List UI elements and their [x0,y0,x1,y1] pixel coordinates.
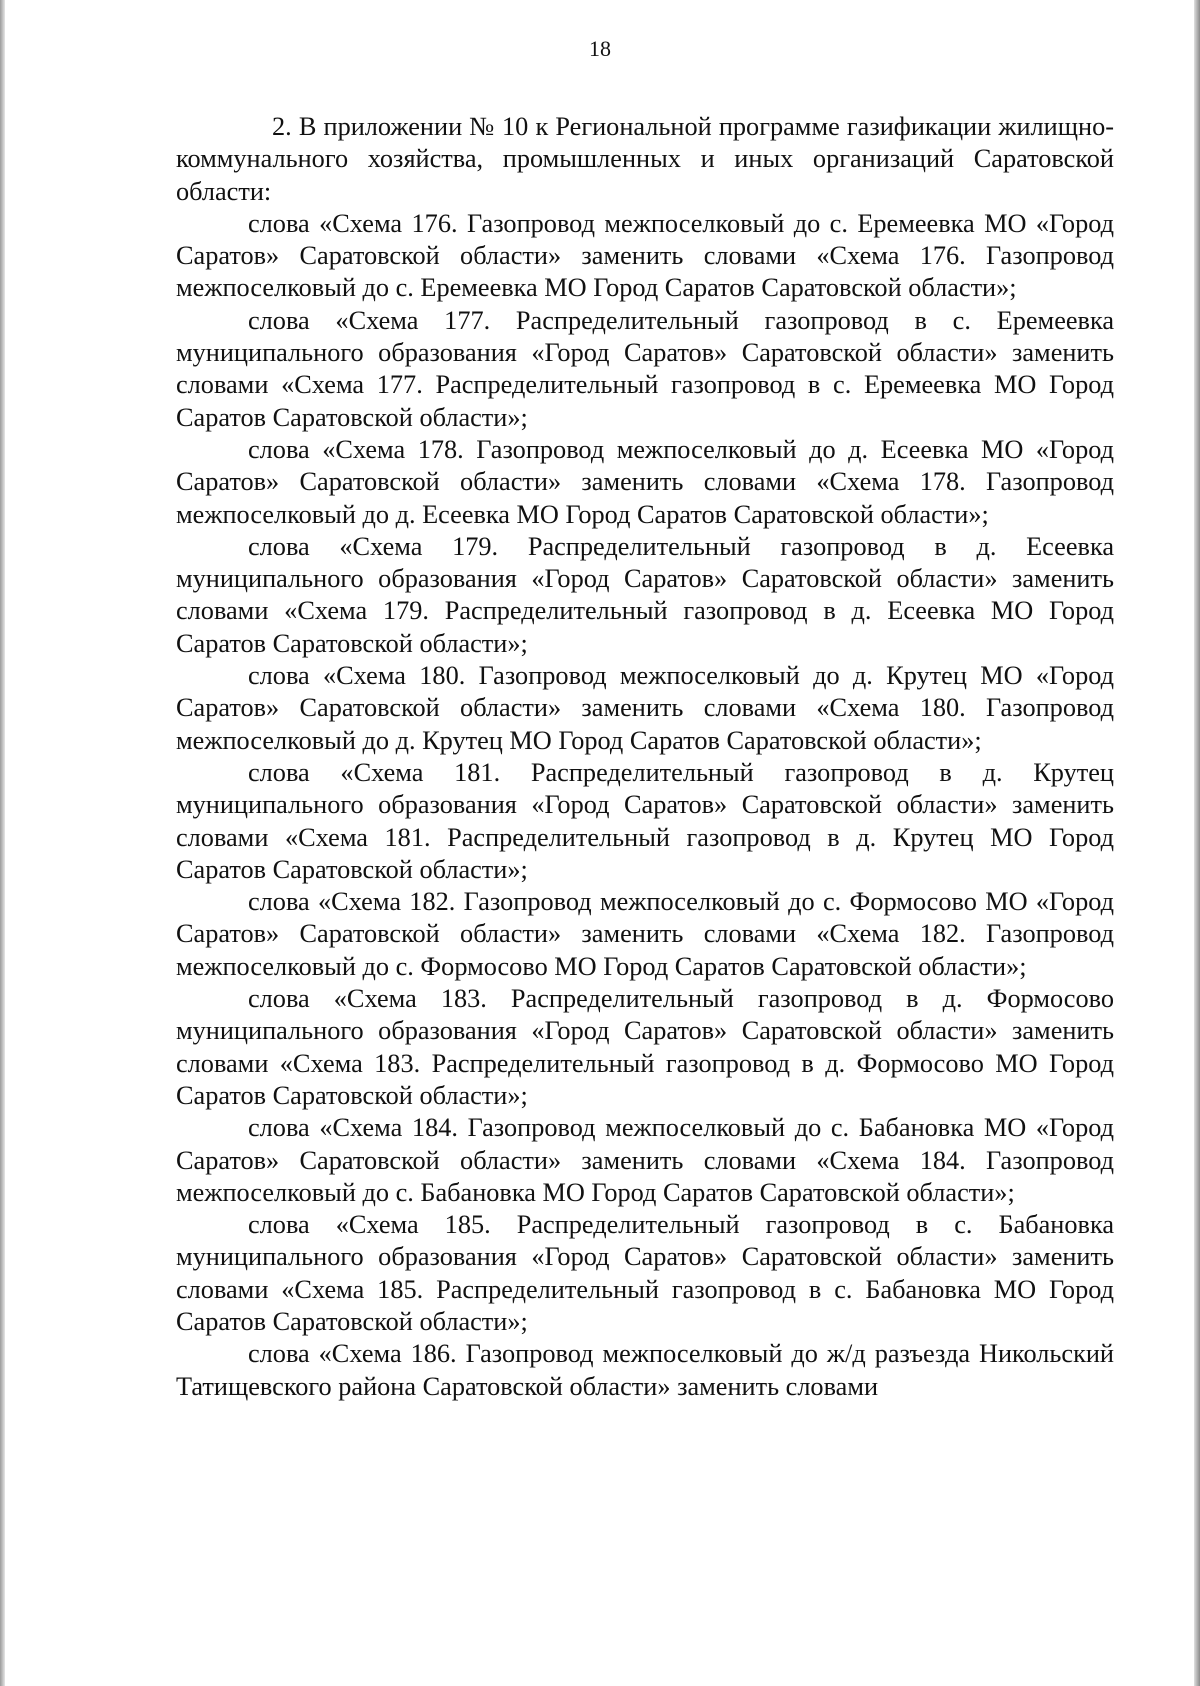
scan-edge-right [1194,0,1200,1686]
paragraph-scheme-183: слова «Схема 183. Распределительный газопровод в д. Формосово муниципального образования «Город Саратов» Саратовской области» заменить словами «Схема 183. Распределительный газопровод в д. Формосово МО Город Саратов Саратовской области»; [176,984,1114,1110]
paragraph-scheme-177: слова «Схема 177. Распределительный газопровод в с. Еремеевка муниципального образования «Город Саратов» Саратовской области» заменить словами «Схема 177. Распределительный газопровод в с. Еремеевка МО Город Саратов Саратовской области»; [176,305,1114,432]
paragraph-scheme-176: слова «Схема 176. Газопровод межпоселковый до с. Еремеевка МО «Город Саратов» Саратовской области» заменить словами «Схема 176. Газопровод межпоселковый до с. Еремеевка МО Город Саратов Саратовской области»; [176,208,1114,303]
paragraph-scheme-182: слова «Схема 182. Газопровод межпоселковый до с. Формосово МО «Город Саратов» Саратовской области» заменить словами «Схема 182. Газопровод межпоселковый до с. Формосово МО Город Саратов Саратовской области»; [176,887,1114,981]
document-body [176,111,1114,1403]
paragraph-scheme-185: слова «Схема 185. Распределительный газопровод в с. Бабановка муниципального образования «Город Саратов» Саратовской области» заменить словами «Схема 185. Распределительный газопровод в с. Бабановка МО Город Саратов Саратовской области»; [176,1210,1114,1336]
paragraph-scheme-184: слова «Схема 184. Газопровод межпоселковый до с. Бабановка МО «Город Саратов» Саратовской области» заменить словами «Схема 184. Газопровод межпоселковый до с. Бабановка МО Город Саратов Саратовской области»; [176,1113,1114,1207]
paragraph-intro: 2. В приложении № 10 к Региональной программе газификации жилищно-коммунального хозяйства, промышленных и иных организаций Саратовской области: [176,112,1114,206]
paragraph-scheme-178: слова «Схема 178. Газопровод межпоселковый до д. Есеевка МО «Город Саратов» Саратовской области» заменить словами «Схема 178. Газопровод межпоселковый до д. Есеевка МО Город Саратов Саратовской области»; [176,434,1114,529]
paragraph-scheme-186: слова «Схема 186. Газопровод межпоселковый до ж/д разъезда Никольский Татищевского района Саратовской области» заменить словами [176,1339,1114,1401]
paragraph-scheme-180: слова «Схема 180. Газопровод межпоселковый до д. Крутец МО «Город Саратов» Саратовской области» заменить словами «Схема 180. Газопровод межпоселковый до д. Крутец МО Город Саратов Саратовской области»; [176,661,1114,755]
page-number: 18 [589,36,611,61]
scan-edge-left [0,0,5,1686]
paragraph-scheme-179: слова «Схема 179. Распределительный газопровод в д. Есеевка муниципального образования «Город Саратов» Саратовской области» заменить словами «Схема 179. Распределительный газопровод в д. Есеевка МО Город Саратов Саратовской области»; [176,531,1114,658]
paragraph-scheme-181: слова «Схема 181. Распределительный газопровод в д. Крутец муниципального образования «Город Саратов» Саратовской области» заменить словами «Схема 181. Распределительный газопровод в д. Крутец МО Город Саратов Саратовской области»; [176,757,1114,884]
